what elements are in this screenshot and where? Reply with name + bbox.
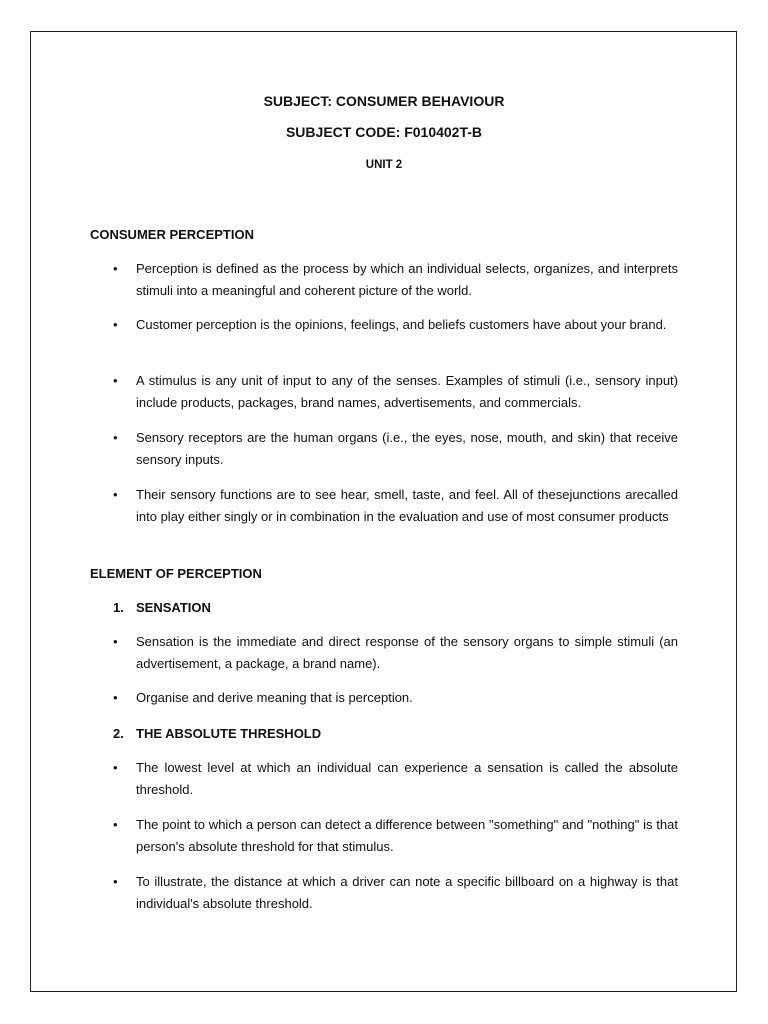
bullet-text: The lowest level at which an individual can experience a sensation is called the absolute threshold. bbox=[136, 760, 678, 797]
bullet-text: Organise and derive meaning that is perception. bbox=[136, 690, 413, 705]
unit-label: UNIT 2 bbox=[365, 159, 403, 171]
bullet-icon: • bbox=[113, 487, 118, 502]
list-item bbox=[113, 484, 678, 528]
bullet-icon: • bbox=[113, 317, 118, 332]
bullet-icon: • bbox=[113, 261, 118, 276]
list-number: 1. bbox=[113, 600, 124, 615]
subject-title: SUBJECT: CONSUMER BEHAVIOUR bbox=[263, 93, 505, 109]
bullet-text: Perception is defined as the process by which an individual selects, organizes, and interprets stimuli into a meaningful and coherent picture of the world. bbox=[136, 261, 678, 298]
bullet-icon: • bbox=[113, 634, 118, 649]
list-item bbox=[113, 757, 678, 801]
bullet-text: Sensory receptors are the human organs (i.e., the eyes, nose, mouth, and skin) that receive sensory inputs. bbox=[136, 430, 678, 467]
list-item bbox=[113, 314, 678, 336]
list-item bbox=[113, 631, 678, 675]
bullet-icon: • bbox=[113, 373, 118, 388]
subheading-label: SENSATION bbox=[136, 600, 211, 615]
bullet-text: Customer perception is the opinions, feelings, and beliefs customers have about your brand. bbox=[136, 317, 667, 332]
list-item bbox=[113, 427, 678, 471]
list-item bbox=[113, 871, 678, 915]
list-item bbox=[113, 814, 678, 858]
bullet-icon: • bbox=[113, 690, 118, 705]
subheading-label: THE ABSOLUTE THRESHOLD bbox=[136, 726, 322, 741]
bullet-icon: • bbox=[113, 760, 118, 775]
section-heading-consumer-perception: CONSUMER PERCEPTION bbox=[90, 227, 254, 242]
subject-code: SUBJECT CODE: F010402T-B bbox=[285, 124, 483, 140]
list-number: 2. bbox=[113, 726, 124, 741]
bullet-text: Their sensory functions are to see hear, smell, taste, and feel. All of thesejunctions arecalled into play either singly or in combination in the evaluation and use of most consumer products bbox=[136, 487, 678, 524]
bullet-icon: • bbox=[113, 430, 118, 445]
bullet-text: The point to which a person can detect a difference between "something" and "nothing" is that person's absolute threshold for that stimulus. bbox=[136, 817, 678, 854]
bullet-text: A stimulus is any unit of input to any of the senses. Examples of stimuli (i.e., sensory input) include products, packages, brand names, advertisements, and commercials. bbox=[136, 373, 678, 410]
bullet-text: To illustrate, the distance at which a driver can note a specific billboard on a highway is that individual's absolute threshold. bbox=[136, 874, 678, 911]
list-item bbox=[113, 258, 678, 302]
bullet-icon: • bbox=[113, 817, 118, 832]
list-item bbox=[113, 370, 678, 414]
bullet-text: Sensation is the immediate and direct response of the sensory organs to simple stimuli (an advertisement, a package, a brand name). bbox=[136, 634, 678, 671]
subheading-absolute-threshold bbox=[113, 726, 321, 741]
list-item bbox=[113, 687, 678, 709]
subheading-sensation bbox=[113, 600, 211, 615]
bullet-icon: • bbox=[113, 874, 118, 889]
section-heading-element-of-perception: ELEMENT OF PERCEPTION bbox=[90, 566, 262, 581]
